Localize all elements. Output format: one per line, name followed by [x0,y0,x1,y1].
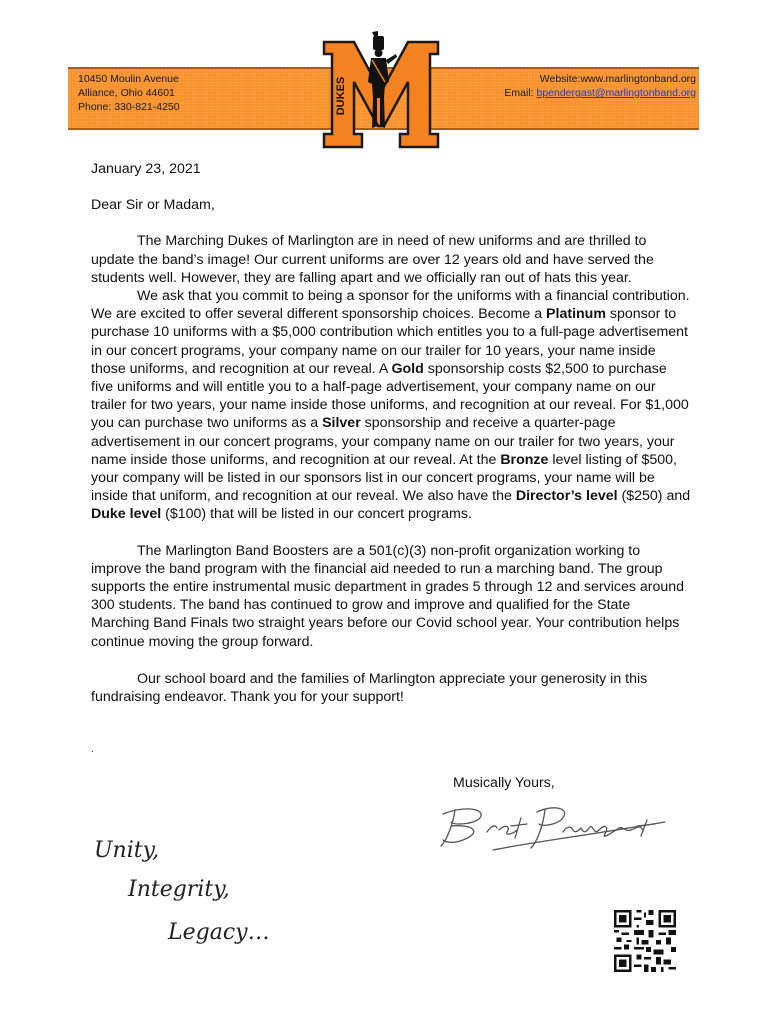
email-line [504,86,696,100]
level-gold: Gold [391,360,424,377]
phone-number: Phone: 330-821-4250 [78,101,180,113]
contact-block [504,72,696,100]
level-silver: Silver [322,415,361,432]
stray-mark: . [91,744,94,755]
letter-body [91,160,691,706]
level-bronze: Bronze [500,451,549,468]
website-text[interactable]: Website:www.marlingtonband.org [539,73,696,85]
marlington-dukes-logo [320,30,442,149]
paragraph-boosters: The Marlington Band Boosters are a 501(c)(3) non-profit organization working to improve the band program with the financial aid needed to run a marching band. The group supports the entire instrumental music department in grades 5 through 12 and services around 300 students. The band has continued to grow and improve and qualified for the State Marching Band Finals two straight years before our Covid school year. Your contribution helps continue moving the group forward. [91,542,685,650]
paragraph-thanks: Our school board and the families of Marlington appreciate your generosity in this fundraising endeavor. Thank you for your support! [91,670,648,706]
signature [433,796,673,856]
letter-salutation: Dear Sir or Madam, [91,197,215,214]
logo-dukes-text: DUKES [335,76,347,116]
email-link[interactable]: bpendergast@marlingtonband.org [536,87,696,99]
level-directors: Director’s level [515,488,618,505]
address-city: Alliance, Ohio 44601 [78,87,175,99]
level-duke: Duke level [91,506,162,523]
address-street: 10450 Moulin Avenue [78,73,179,85]
motto-integrity: Integrity, [128,877,230,902]
paragraph-uniforms: The Marching Dukes of Marlington are in need of new uniforms and are thrilled to update the band’s image! Our current uniforms are over 12 years old and have served the students well. However, they are falling apart and we officially ran out of hats this year. [91,233,654,286]
paragraph-sponsorship: We ask that you commit to being a sponsor for the uniforms with a financial contribution. We are excited to offer several different sponsorship choices. Become a Platinum sponsor to purchase 10 uniforms with a $5,000 contribution which entitles you to a full-page advertisement in our concert programs, your company name on our trailer for 10 years, your name inside those uniforms, and recognition at our reveal. A Gold sponsorship costs $2,500 to purchase five uniforms and will entitle you to a half-page advertisement, your company name on our trailer for two years, your name inside those uniforms, and recognition at our reveal. For $1,000 you can purchase two uniforms as a Silver sponsorship and receive a quarter-page advertisement in our concert programs, your company name on our trailer for two years, your name inside those uniforms, and recognition at our reveal. At the Bronze level listing of $500, your company will be listed in our sponsors list in our concert programs, your name will be inside that uniform, and recognition at our reveal. We also have the Director’s level ($250) and Duke level ($100) that will be listed in our concert programs. [91,288,691,523]
level-platinum: Platinum [546,306,606,323]
motto-legacy: Legacy… [168,920,270,945]
email-label: Email: [504,87,537,99]
letter-date: January 23, 2021 [91,161,201,177]
qr-code[interactable] [614,910,676,972]
closing-text: Musically Yours, [453,775,555,791]
address-block [78,72,180,114]
motto-unity: Unity, [94,838,160,863]
